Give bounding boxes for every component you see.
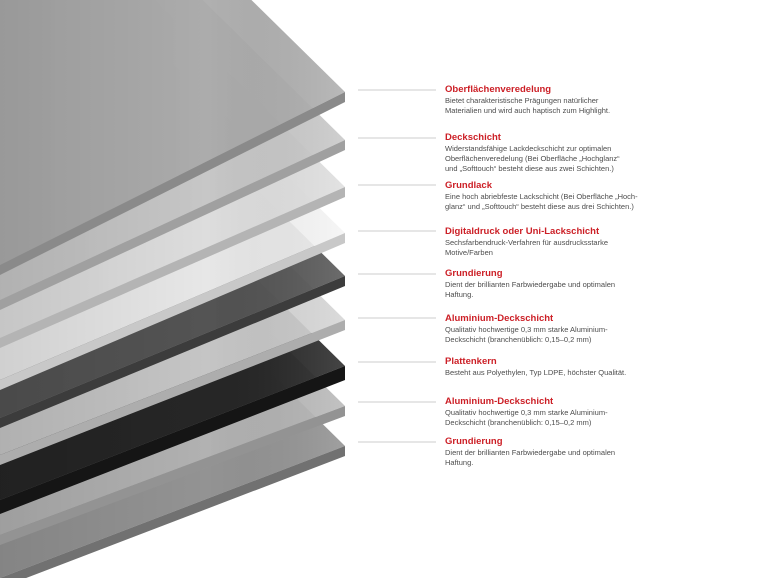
layer-title: Plattenkern [445,356,497,367]
layer-label [445,132,745,174]
layer-description: Eine hoch abriebfeste Lackschicht (Bei Oberfläche „Hoch- glanz“ und „Softtouch“ besteht diese aus drei Schichten.) [445,192,638,211]
layer-title: Digitaldruck oder Uni-Lackschicht [445,226,600,237]
layer-label [445,84,745,116]
layer-label [445,436,745,468]
layer-description: Qualitativ hochwertige 0,3 mm starke Aluminium- Deckschicht (branchenüblich: 0,15–0,2 mm) [445,325,608,344]
layer-description: Dient der brillianten Farbwiedergabe und optimalen Haftung. [445,448,616,467]
layer-description: Sechsfarbendruck-Verfahren für ausdrucksstarke Motive/Farben [445,238,608,257]
layer-description: Qualitativ hochwertige 0,3 mm starke Aluminium- Deckschicht (branchenüblich: 0,15–0,2 mm) [445,408,608,427]
layer-title: Aluminium-Deckschicht [445,396,554,407]
layer-label [445,396,745,428]
layer-label [445,268,745,300]
layer-label [445,313,745,345]
layer-title: Oberflächenveredelung [445,84,552,95]
layer-description: Bietet charakteristische Prägungen natürlicher Materialien und wird auch haptisch zum Highlight. [445,96,611,115]
layer-title: Aluminium-Deckschicht [445,313,554,324]
layer-title: Grundlack [445,180,492,191]
layer-description: Widerstandsfähige Lackdeckschicht zur optimalen Oberflächenveredelung (Bei Oberfläche „Hochglanz“ und „Softtouch“ besteht diese aus zwei Schichten.) [445,144,620,173]
layer-label [445,356,745,378]
layer-description: Dient der brillianten Farbwiedergabe und optimalen Haftung. [445,280,616,299]
layer-title: Grundierung [445,268,503,279]
layer-label [445,180,745,212]
layer-description: Besteht aus Polyethylen, Typ LDPE, höchster Qualität. [445,368,627,377]
layer-title: Grundierung [445,436,503,447]
layer-label [445,226,745,258]
layer-title: Deckschicht [445,132,501,143]
